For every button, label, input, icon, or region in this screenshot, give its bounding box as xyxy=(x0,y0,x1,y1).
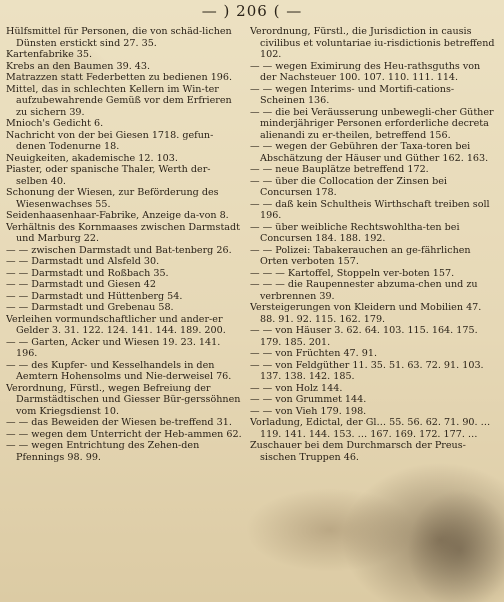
index-entry: — — von Feldgüther 11. 35. 51. 63. 72. 91. 103. 137. 138. 142. 185. xyxy=(250,359,484,382)
index-entry: — — Darmstadt und Giesen 42 xyxy=(6,279,156,290)
index-column-right xyxy=(250,26,496,596)
index-entry: — — wegen der Gebühren der Taxa-toren bei Abschätzung der Häuser und Güther 162. 163. xyxy=(250,141,489,164)
index-entry: Verordnung, Fürstl., wegen Befreiung der Darmstädtischen und Giesser Bür-gerssöhnen vom Kriegsdienst 10. xyxy=(6,382,241,417)
index-column-left xyxy=(6,26,242,596)
index-entry: Kartenfabrike 35. xyxy=(6,49,93,60)
index-entry: — — des Kupfer- und Kesselhandels in den Aemtern Hohensolms und Nie-derweisel 76. xyxy=(6,359,232,382)
index-entry: Nachricht von der bei Giesen 1718. gefun-denen Todenurne 18. xyxy=(6,129,214,152)
index-entry: — — zwischen Darmstadt und Bat-tenberg 26. xyxy=(6,244,232,256)
index-entry: — — Darmstadt und Roßbach 35. xyxy=(6,267,169,279)
index-entry: Zuschauer bei dem Durchmarsch der Preus-sischen Truppen 46. xyxy=(250,440,466,463)
index-entry: Neuigkeiten, akademische 12. 103. xyxy=(6,152,178,164)
index-entry: Verhältnis des Kornmaases zwischen Darmstadt und Marburg 22. xyxy=(6,221,241,244)
index-entry: Hülfsmittel für Personen, die von schäd-lichen Dünsten erstickt sind 27. 35. xyxy=(6,26,232,49)
index-entry: — — über die Collocation der Zinsen bei Concursen 178. xyxy=(250,175,447,198)
index-entry: Mnioch's Gedicht 6. xyxy=(6,118,104,129)
index-entry: — — Polizei: Tabakerauchen an ge-fährlichen Orten verboten 157. xyxy=(250,244,471,267)
index-entry: Schonung der Wiesen, zur Beförderung des Wiesenwachses 55. xyxy=(6,187,219,210)
index-entry: — — von Holz 144. xyxy=(250,382,343,394)
index-entry: — — von Grummet 144. xyxy=(250,394,367,405)
index-entry: Piaster, oder spanische Thaler, Werth der-selben 40. xyxy=(6,164,211,187)
index-entry: — — — Kartoffel, Stoppeln ver-boten 157. xyxy=(250,267,455,279)
index-entry: — — Garten, Acker und Wiesen 19. 23. 141. 196. xyxy=(6,336,221,359)
index-entry: — — die bei Veräusserung unbewegli-cher Güther minderjähriger Personen erforderliche decreta alienandi zu er-theilen, betreffend 156. xyxy=(250,106,494,141)
index-entry: — — wegen Eximirung des Heu-rathsguths von der Nachsteuer 100. 107. 110. 111. 114. xyxy=(250,60,481,83)
index-entry: Seidenhaasenhaar-Fabrike, Anzeige da-von 8. xyxy=(6,210,229,221)
index-entry: — — über weibliche Rechtswohltha-ten bei Concursen 184. 188. 192. xyxy=(250,221,460,244)
index-entry: — — das Beweiden der Wiesen be-treffend 31. xyxy=(6,417,232,428)
index-entry: — — wegen dem Unterricht der Heb-ammen 62. xyxy=(6,428,242,440)
index-entry: Verordnung, Fürstl., die Jurisdiction in causis civilibus et voluntariae iu-risdictionis betreffend 102. xyxy=(250,26,495,60)
index-entry: — — neue Bauplätze betreffend 172. xyxy=(250,164,429,175)
index-entry: — — Darmstadt und Alsfeld 30. xyxy=(6,256,160,267)
index-entry: — — wegen Entrichtung des Zehen-den Pfennings 98. 99. xyxy=(6,440,200,463)
index-entry: Versteigerungen von Kleidern und Mobilien 47. 88. 91. 92. 115. 162. 179. xyxy=(250,302,482,325)
index-entry: — — Darmstadt und Grebenau 58. xyxy=(6,302,174,313)
index-entry: — — von Früchten 47. 91. xyxy=(250,348,378,359)
index-entry: Verleihen vormundschaftlicher und ander-er Gelder 3. 31. 122. 124. 141. 144. 189. 200. xyxy=(6,313,226,336)
page-number: — ) 206 ( — xyxy=(201,2,303,20)
index-entry: — — — die Raupennester abzuma-chen und zu verbrennen 39. xyxy=(250,279,478,302)
index-entry: Vorladung, Edictal, der Gl… 55. 56. 62. 71. 90. … 119. 141. 144. 153. … 167. 169. 172. 177. … xyxy=(250,417,491,440)
index-entry: — — daß kein Schultheis Wirthschaft treiben soll 196. xyxy=(250,198,490,221)
index-entry: Krebs an den Baumen 39. 43. xyxy=(6,60,151,72)
index-entry: — — Darmstadt und Hüttenberg 54. xyxy=(6,290,183,302)
index-entry: — — von Häuser 3. 62. 64. 103. 115. 164. 175. 179. 185. 201. xyxy=(250,325,478,348)
index-entry: Matrazzen statt Federbetten zu bedienen 196. xyxy=(6,72,233,83)
index-entry: — — wegen Interims- und Mortifi-cations-Scheinen 136. xyxy=(250,83,455,106)
index-entry: — — von Vieh 179. 198. xyxy=(250,405,367,417)
index-entry: Mittel, das in schlechten Kellern im Win-ter aufzubewahrende Gemüß vor dem Erfrieren zu sichern 39. xyxy=(6,83,232,118)
